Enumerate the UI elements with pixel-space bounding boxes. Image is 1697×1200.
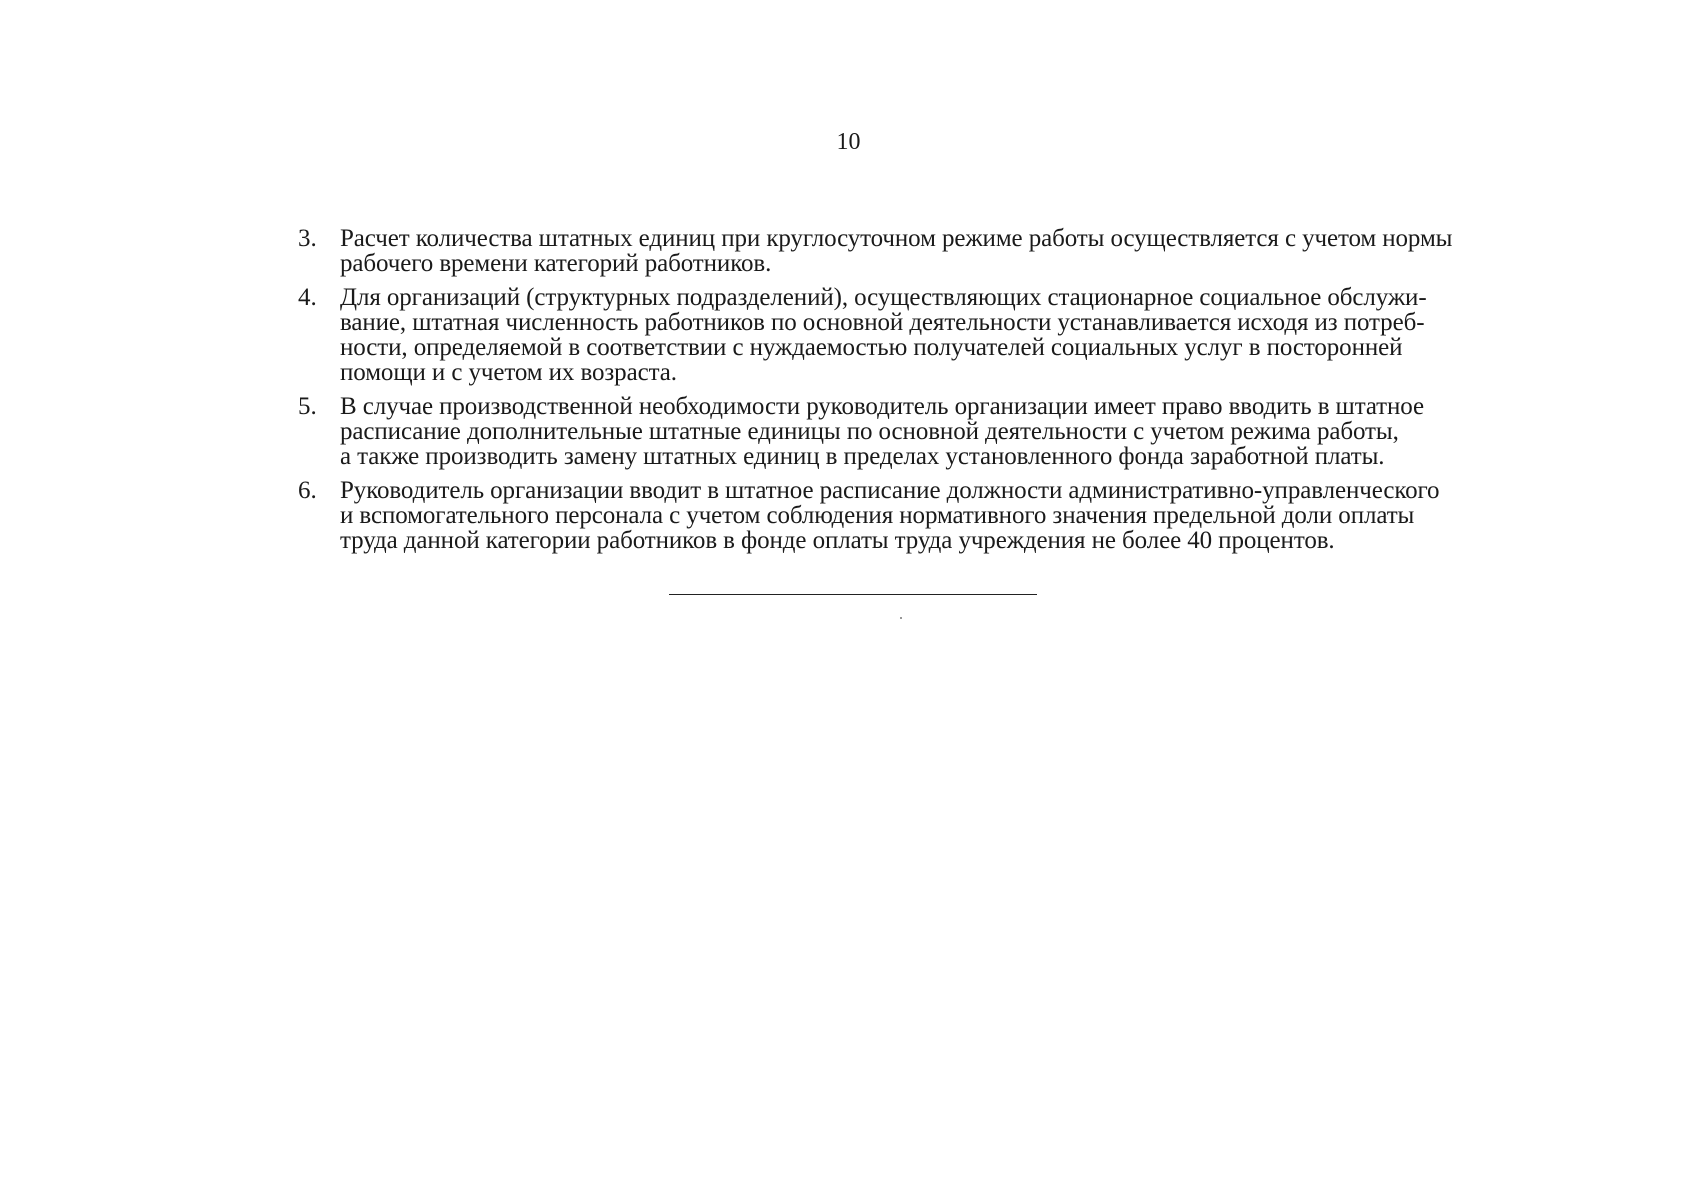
list-item-number: 5. <box>298 393 317 420</box>
list-item <box>298 478 1638 553</box>
list-item-text <box>340 285 1638 385</box>
text-line: В случае производственной необходимости руководитель организации имеет право вводить в штатное <box>340 393 1424 420</box>
text-line: помощи и с учетом их возраста. <box>340 359 677 386</box>
text-line: а также производить замену штатных единиц в пределах установленного фонда заработной платы. <box>340 443 1385 470</box>
list-item-text <box>340 394 1638 469</box>
list-item-number: 6. <box>298 477 317 504</box>
text-line: вание, штатная численность работников по основной деятельности устанавливается исходя из потреб- <box>340 309 1425 336</box>
scan-speck <box>900 617 902 619</box>
list-item-text <box>340 478 1638 553</box>
text-line: Руководитель организации вводит в штатное расписание должности административно-управленческого <box>340 477 1440 504</box>
list-item-text <box>340 226 1638 276</box>
text-line: Расчет количества штатных единиц при круглосуточном режиме работы осуществляется с учетом нормы <box>340 225 1453 252</box>
page-number: 10 <box>836 129 861 155</box>
list-item-number: 3. <box>298 225 317 252</box>
numbered-list <box>298 226 1638 562</box>
text-line: Для организаций (структурных подразделений), осуществляющих стационарное социальное обслужи- <box>340 284 1427 311</box>
text-line: труда данной категории работников в фонде оплаты труда учреждения не более 40 процентов. <box>340 527 1335 554</box>
end-of-document-rule <box>669 594 1037 595</box>
list-item <box>298 285 1638 385</box>
text-line: и вспомогательного персонала с учетом соблюдения нормативного значения предельной доли оплаты <box>340 502 1415 529</box>
text-line: рабочего времени категорий работников. <box>340 250 772 277</box>
list-item-number: 4. <box>298 284 317 311</box>
text-line: ности, определяемой в соответствии с нуждаемостью получателей социальных услуг в посторонней <box>340 334 1403 361</box>
list-item <box>298 394 1638 469</box>
text-line: расписание дополнительные штатные единицы по основной деятельности с учетом режима работы, <box>340 418 1399 445</box>
list-item <box>298 226 1638 276</box>
